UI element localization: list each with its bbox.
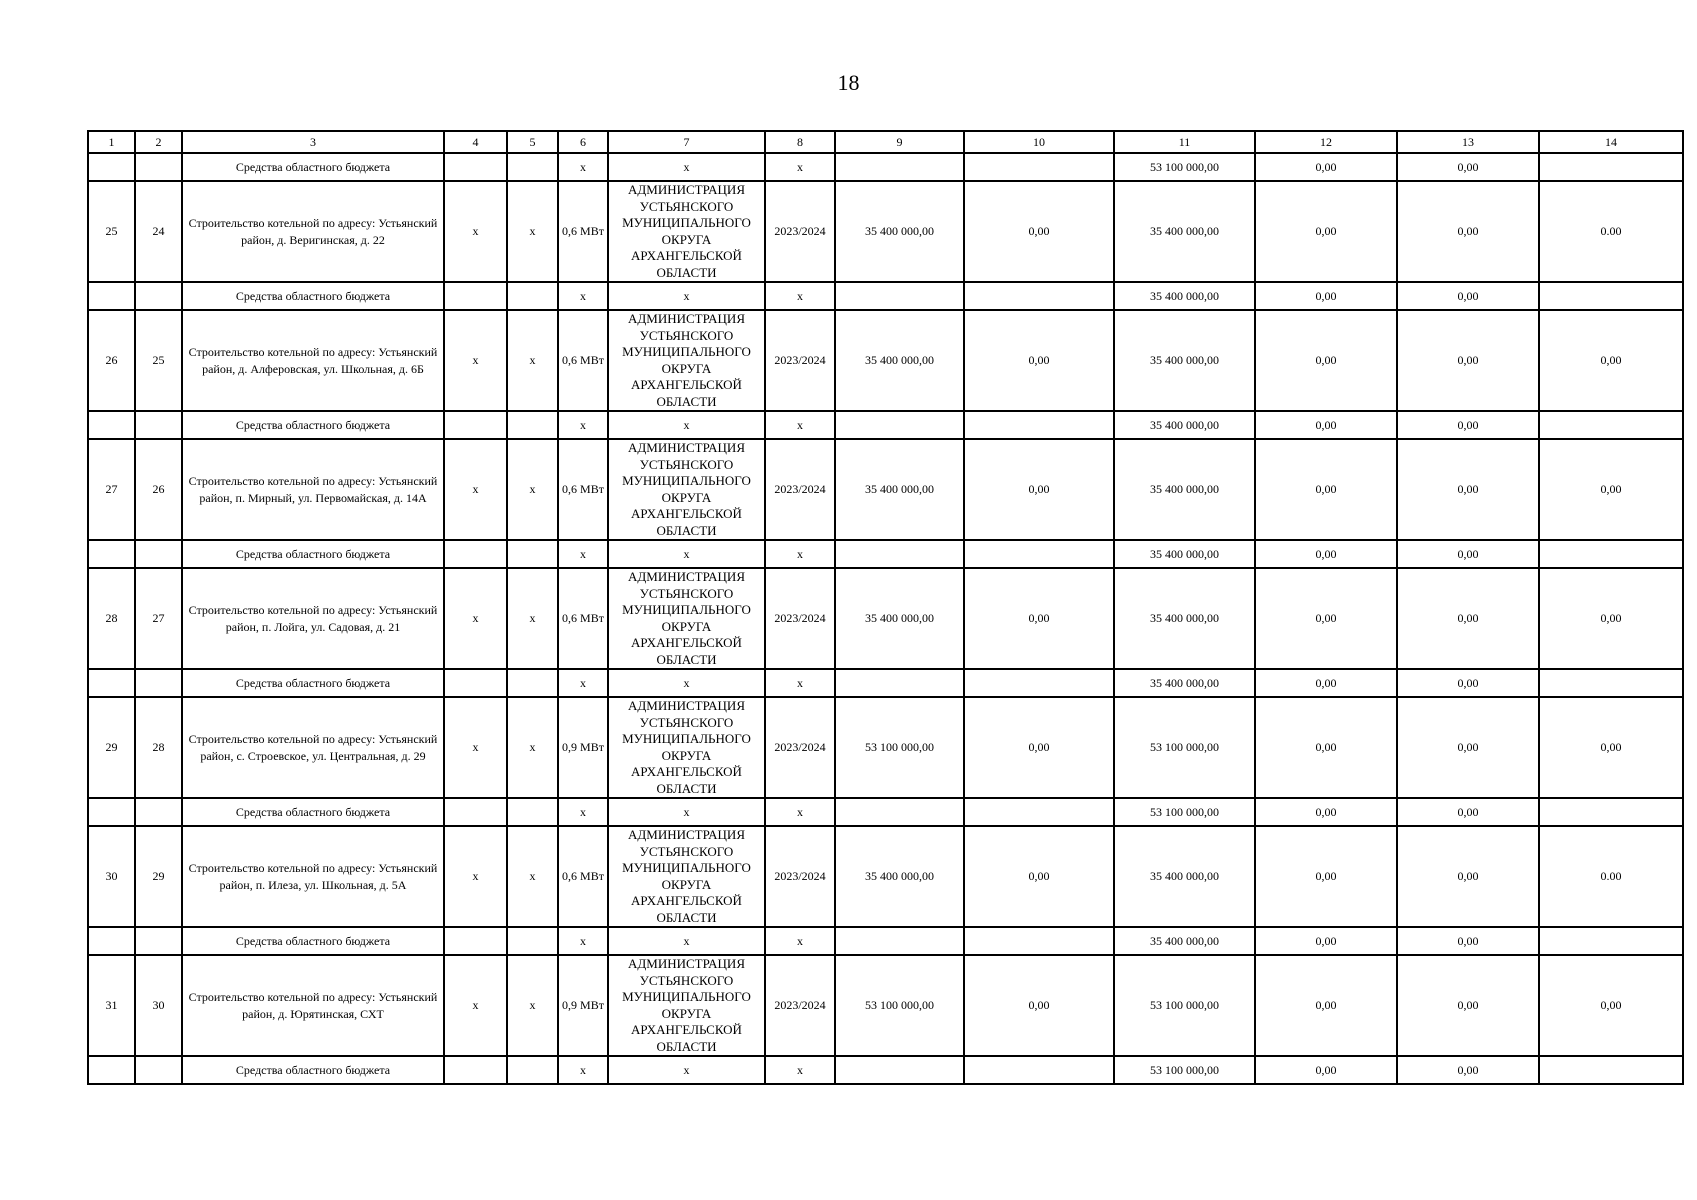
table-cell-col-12: 0,00 <box>1255 826 1397 927</box>
table-cell-col-7: АДМИНИСТРАЦИЯ УСТЬЯНСКОГО МУНИЦИПАЛЬНОГО ОКРУГА АРХАНГЕЛЬСКОЙ ОБЛАСТИ <box>608 568 765 669</box>
table-cell-col-8: х <box>765 798 835 826</box>
table-cell-col-1 <box>88 282 135 310</box>
table-cell-col-14 <box>1539 669 1683 697</box>
table-cell-col-11: 53 100 000,00 <box>1114 1056 1255 1084</box>
column-header-1: 1 <box>88 131 135 153</box>
table-cell-col-14 <box>1539 540 1683 568</box>
table-cell-col-10: 0,00 <box>964 955 1114 1056</box>
table-cell-col-1 <box>88 927 135 955</box>
table-cell-col-1 <box>88 669 135 697</box>
table-cell-col-10 <box>964 798 1114 826</box>
table-cell-col-7: АДМИНИСТРАЦИЯ УСТЬЯНСКОГО МУНИЦИПАЛЬНОГО ОКРУГА АРХАНГЕЛЬСКОЙ ОБЛАСТИ <box>608 955 765 1056</box>
table-cell-col-4: х <box>444 697 507 798</box>
budget-source-row <box>88 411 1683 439</box>
table-cell-col-2: 27 <box>135 568 182 669</box>
table-cell-col-3: Строительство котельной по адресу: Устьянский район, п. Лойга, ул. Садовая, д. 21 <box>182 568 444 669</box>
table-cell-col-6: 0,6 МВт <box>558 181 608 282</box>
table-cell-col-4 <box>444 153 507 181</box>
column-header-12: 12 <box>1255 131 1397 153</box>
table-cell-col-10 <box>964 411 1114 439</box>
table-cell-col-2: 25 <box>135 310 182 411</box>
table-cell-col-12: 0,00 <box>1255 282 1397 310</box>
table-cell-col-5: х <box>507 955 558 1056</box>
table-cell-col-7: х <box>608 798 765 826</box>
column-header-3: 3 <box>182 131 444 153</box>
table-cell-col-12: 0,00 <box>1255 697 1397 798</box>
budget-source-row <box>88 540 1683 568</box>
table-cell-col-14 <box>1539 282 1683 310</box>
table-cell-col-5: х <box>507 181 558 282</box>
table-cell-col-4: х <box>444 826 507 927</box>
column-header-10: 10 <box>964 131 1114 153</box>
table-cell-col-2 <box>135 540 182 568</box>
table-cell-col-6: х <box>558 669 608 697</box>
table-cell-col-1 <box>88 411 135 439</box>
table-cell-col-2: 26 <box>135 439 182 540</box>
table-cell-col-9 <box>835 1056 964 1084</box>
table-cell-col-4 <box>444 669 507 697</box>
table-cell-col-13: 0,00 <box>1397 798 1539 826</box>
table-cell-col-9 <box>835 927 964 955</box>
table-cell-col-11: 35 400 000,00 <box>1114 927 1255 955</box>
table-cell-col-9: 35 400 000,00 <box>835 568 964 669</box>
table-cell-col-4: х <box>444 310 507 411</box>
table-cell-col-1 <box>88 540 135 568</box>
budget-table <box>87 130 1684 1085</box>
table-cell-col-4 <box>444 282 507 310</box>
table-cell-col-6: х <box>558 153 608 181</box>
budget-source-row <box>88 669 1683 697</box>
table-cell-col-12: 0,00 <box>1255 669 1397 697</box>
table-cell-col-2: 24 <box>135 181 182 282</box>
budget-source-row <box>88 282 1683 310</box>
table-cell-col-2 <box>135 798 182 826</box>
table-cell-col-1: 25 <box>88 181 135 282</box>
table-cell-col-14: 0,00 <box>1539 439 1683 540</box>
table-cell-col-14 <box>1539 411 1683 439</box>
table-cell-col-6: х <box>558 927 608 955</box>
table-cell-col-4 <box>444 927 507 955</box>
table-cell-col-8: 2023/2024 <box>765 310 835 411</box>
table-cell-col-6: 0,9 МВт <box>558 697 608 798</box>
table-cell-col-7: х <box>608 1056 765 1084</box>
table-cell-col-2 <box>135 153 182 181</box>
table-cell-col-12: 0,00 <box>1255 439 1397 540</box>
table-cell-col-5 <box>507 1056 558 1084</box>
table-cell-col-4 <box>444 411 507 439</box>
table-cell-col-8: х <box>765 927 835 955</box>
table-cell-col-1 <box>88 1056 135 1084</box>
table-cell-col-12: 0,00 <box>1255 310 1397 411</box>
table-cell-col-3: Строительство котельной по адресу: Устьянский район, с. Строевское, ул. Центральная, д. 29 <box>182 697 444 798</box>
table-cell-col-11: 35 400 000,00 <box>1114 669 1255 697</box>
table-cell-col-4: х <box>444 181 507 282</box>
table-cell-col-3: Средства областного бюджета <box>182 669 444 697</box>
table-cell-col-8: 2023/2024 <box>765 697 835 798</box>
table-cell-col-7: АДМИНИСТРАЦИЯ УСТЬЯНСКОГО МУНИЦИПАЛЬНОГО ОКРУГА АРХАНГЕЛЬСКОЙ ОБЛАСТИ <box>608 826 765 927</box>
table-cell-col-6: х <box>558 411 608 439</box>
table-cell-col-13: 0,00 <box>1397 927 1539 955</box>
table-cell-col-13: 0,00 <box>1397 669 1539 697</box>
table-cell-col-8: х <box>765 153 835 181</box>
table-cell-col-10: 0,00 <box>964 826 1114 927</box>
table-cell-col-12: 0,00 <box>1255 411 1397 439</box>
column-header-4: 4 <box>444 131 507 153</box>
table-cell-col-8: х <box>765 669 835 697</box>
table-cell-col-12: 0,00 <box>1255 798 1397 826</box>
table-cell-col-11: 35 400 000,00 <box>1114 411 1255 439</box>
table-cell-col-7: АДМИНИСТРАЦИЯ УСТЬЯНСКОГО МУНИЦИПАЛЬНОГО ОКРУГА АРХАНГЕЛЬСКОЙ ОБЛАСТИ <box>608 697 765 798</box>
table-cell-col-13: 0,00 <box>1397 1056 1539 1084</box>
table-cell-col-3: Средства областного бюджета <box>182 540 444 568</box>
table-cell-col-10 <box>964 669 1114 697</box>
table-cell-col-11: 35 400 000,00 <box>1114 310 1255 411</box>
table-cell-col-4: х <box>444 568 507 669</box>
table-cell-col-4: х <box>444 439 507 540</box>
table-cell-col-6: х <box>558 798 608 826</box>
column-header-2: 2 <box>135 131 182 153</box>
table-cell-col-3: Средства областного бюджета <box>182 411 444 439</box>
table-cell-col-9 <box>835 798 964 826</box>
table-cell-col-5 <box>507 798 558 826</box>
table-cell-col-11: 35 400 000,00 <box>1114 282 1255 310</box>
column-header-14: 14 <box>1539 131 1683 153</box>
table-cell-col-13: 0,00 <box>1397 826 1539 927</box>
table-cell-col-4 <box>444 798 507 826</box>
table-cell-col-5 <box>507 282 558 310</box>
table-cell-col-5: х <box>507 697 558 798</box>
table-cell-col-3: Средства областного бюджета <box>182 1056 444 1084</box>
table-cell-col-14: 0,00 <box>1539 310 1683 411</box>
table-cell-col-4 <box>444 1056 507 1084</box>
table-cell-col-7: х <box>608 927 765 955</box>
table-cell-col-11: 53 100 000,00 <box>1114 153 1255 181</box>
table-cell-col-2: 28 <box>135 697 182 798</box>
table-cell-col-5 <box>507 669 558 697</box>
table-cell-col-5: х <box>507 310 558 411</box>
table-cell-col-5 <box>507 927 558 955</box>
table-cell-col-3: Строительство котельной по адресу: Устьянский район, д. Веригинская, д. 22 <box>182 181 444 282</box>
table-cell-col-10: 0,00 <box>964 310 1114 411</box>
table-cell-col-13: 0,00 <box>1397 568 1539 669</box>
column-header-6: 6 <box>558 131 608 153</box>
table-cell-col-5 <box>507 153 558 181</box>
table-cell-col-4: х <box>444 955 507 1056</box>
table-cell-col-3: Средства областного бюджета <box>182 282 444 310</box>
table-cell-col-12: 0,00 <box>1255 1056 1397 1084</box>
table-cell-col-2 <box>135 669 182 697</box>
table-cell-col-5: х <box>507 439 558 540</box>
table-cell-col-12: 0,00 <box>1255 540 1397 568</box>
table-cell-col-2 <box>135 1056 182 1084</box>
table-cell-col-14: 0,00 <box>1539 568 1683 669</box>
table-cell-col-3: Строительство котельной по адресу: Устьянский район, д. Алферовская, ул. Школьная, д. 6Б <box>182 310 444 411</box>
object-row <box>88 568 1683 669</box>
table-cell-col-12: 0,00 <box>1255 927 1397 955</box>
table-cell-col-3: Средства областного бюджета <box>182 153 444 181</box>
table-cell-col-9: 35 400 000,00 <box>835 181 964 282</box>
table-cell-col-6: 0,6 МВт <box>558 439 608 540</box>
page-number: 18 <box>837 70 860 95</box>
table-cell-col-10: 0,00 <box>964 568 1114 669</box>
table-cell-col-8: 2023/2024 <box>765 826 835 927</box>
object-row <box>88 955 1683 1056</box>
table-cell-col-9 <box>835 282 964 310</box>
table-cell-col-10: 0,00 <box>964 181 1114 282</box>
budget-source-row <box>88 927 1683 955</box>
table-cell-col-14 <box>1539 927 1683 955</box>
table-cell-col-10 <box>964 282 1114 310</box>
budget-source-row <box>88 1056 1683 1084</box>
table-cell-col-11: 53 100 000,00 <box>1114 697 1255 798</box>
table-cell-col-3: Средства областного бюджета <box>182 798 444 826</box>
table-cell-col-5: х <box>507 568 558 669</box>
table-cell-col-6: х <box>558 282 608 310</box>
column-header-5: 5 <box>507 131 558 153</box>
table-cell-col-2 <box>135 411 182 439</box>
table-cell-col-2 <box>135 927 182 955</box>
table-cell-col-3: Строительство котельной по адресу: Устьянский район, п. Мирный, ул. Первомайская, д. 14А <box>182 439 444 540</box>
table-cell-col-8: 2023/2024 <box>765 955 835 1056</box>
table-cell-col-13: 0,00 <box>1397 697 1539 798</box>
table-cell-col-11: 35 400 000,00 <box>1114 568 1255 669</box>
object-row <box>88 439 1683 540</box>
table-cell-col-11: 35 400 000,00 <box>1114 439 1255 540</box>
table-cell-col-7: х <box>608 153 765 181</box>
table-cell-col-13: 0,00 <box>1397 540 1539 568</box>
table-cell-col-7: АДМИНИСТРАЦИЯ УСТЬЯНСКОГО МУНИЦИПАЛЬНОГО ОКРУГА АРХАНГЕЛЬСКОЙ ОБЛАСТИ <box>608 310 765 411</box>
object-row <box>88 181 1683 282</box>
table-cell-col-6: 0,9 МВт <box>558 955 608 1056</box>
table-cell-col-7: х <box>608 540 765 568</box>
table-cell-col-14: 0,00 <box>1539 955 1683 1056</box>
table-cell-col-11: 53 100 000,00 <box>1114 798 1255 826</box>
table-cell-col-7: х <box>608 411 765 439</box>
table-cell-col-2: 30 <box>135 955 182 1056</box>
object-row <box>88 310 1683 411</box>
table-cell-col-7: АДМИНИСТРАЦИЯ УСТЬЯНСКОГО МУНИЦИПАЛЬНОГО ОКРУГА АРХАНГЕЛЬСКОЙ ОБЛАСТИ <box>608 439 765 540</box>
table-cell-col-10 <box>964 540 1114 568</box>
table-cell-col-1: 27 <box>88 439 135 540</box>
table-cell-col-9 <box>835 153 964 181</box>
column-header-8: 8 <box>765 131 835 153</box>
table-cell-col-13: 0,00 <box>1397 181 1539 282</box>
table-cell-col-2: 29 <box>135 826 182 927</box>
table-cell-col-13: 0,00 <box>1397 282 1539 310</box>
table-cell-col-1: 28 <box>88 568 135 669</box>
table-cell-col-9: 35 400 000,00 <box>835 310 964 411</box>
table-cell-col-6: х <box>558 1056 608 1084</box>
table-cell-col-13: 0,00 <box>1397 411 1539 439</box>
table-cell-col-9: 53 100 000,00 <box>835 955 964 1056</box>
table-cell-col-6: 0,6 МВт <box>558 826 608 927</box>
table-cell-col-13: 0,00 <box>1397 955 1539 1056</box>
table-cell-col-4 <box>444 540 507 568</box>
table-cell-col-1: 30 <box>88 826 135 927</box>
table-cell-col-9: 35 400 000,00 <box>835 439 964 540</box>
column-header-9: 9 <box>835 131 964 153</box>
table-cell-col-11: 53 100 000,00 <box>1114 955 1255 1056</box>
table-cell-col-11: 35 400 000,00 <box>1114 181 1255 282</box>
table-cell-col-13: 0,00 <box>1397 310 1539 411</box>
table-cell-col-7: х <box>608 282 765 310</box>
table-cell-col-9: 35 400 000,00 <box>835 826 964 927</box>
table-cell-col-14 <box>1539 153 1683 181</box>
table-cell-col-13: 0,00 <box>1397 439 1539 540</box>
table-cell-col-6: 0,6 МВт <box>558 310 608 411</box>
table-cell-col-2 <box>135 282 182 310</box>
table-cell-col-10: 0,00 <box>964 439 1114 540</box>
table-cell-col-8: 2023/2024 <box>765 181 835 282</box>
table-cell-col-1: 31 <box>88 955 135 1056</box>
table-cell-col-7: х <box>608 669 765 697</box>
table-cell-col-8: х <box>765 282 835 310</box>
column-header-11: 11 <box>1114 131 1255 153</box>
table-cell-col-8: х <box>765 411 835 439</box>
column-header-row <box>88 131 1683 153</box>
table-cell-col-10 <box>964 1056 1114 1084</box>
table-cell-col-3: Строительство котельной по адресу: Устьянский район, п. Илеза, ул. Школьная, д. 5А <box>182 826 444 927</box>
table-cell-col-12: 0,00 <box>1255 181 1397 282</box>
budget-source-row <box>88 153 1683 181</box>
table-cell-col-8: 2023/2024 <box>765 568 835 669</box>
table-cell-col-5 <box>507 411 558 439</box>
table-cell-col-9: 53 100 000,00 <box>835 697 964 798</box>
object-row <box>88 826 1683 927</box>
table-cell-col-3: Средства областного бюджета <box>182 927 444 955</box>
table-cell-col-7: АДМИНИСТРАЦИЯ УСТЬЯНСКОГО МУНИЦИПАЛЬНОГО ОКРУГА АРХАНГЕЛЬСКОЙ ОБЛАСТИ <box>608 181 765 282</box>
table-cell-col-5: х <box>507 826 558 927</box>
budget-source-row <box>88 798 1683 826</box>
table-cell-col-1: 26 <box>88 310 135 411</box>
table-cell-col-12: 0,00 <box>1255 568 1397 669</box>
object-row <box>88 697 1683 798</box>
table-cell-col-6: 0,6 МВт <box>558 568 608 669</box>
table-cell-col-8: х <box>765 540 835 568</box>
table-cell-col-10 <box>964 153 1114 181</box>
table-cell-col-6: х <box>558 540 608 568</box>
table-cell-col-1 <box>88 798 135 826</box>
table-cell-col-14 <box>1539 798 1683 826</box>
table-cell-col-14: 0.00 <box>1539 181 1683 282</box>
table-cell-col-11: 35 400 000,00 <box>1114 826 1255 927</box>
table-cell-col-14 <box>1539 1056 1683 1084</box>
table-cell-col-10 <box>964 927 1114 955</box>
table-cell-col-1 <box>88 153 135 181</box>
column-header-7: 7 <box>608 131 765 153</box>
column-header-13: 13 <box>1397 131 1539 153</box>
table-cell-col-9 <box>835 669 964 697</box>
table-cell-col-9 <box>835 540 964 568</box>
table-cell-col-14: 0,00 <box>1539 697 1683 798</box>
table-cell-col-14: 0.00 <box>1539 826 1683 927</box>
table-body <box>88 131 1683 1084</box>
table-cell-col-12: 0,00 <box>1255 153 1397 181</box>
table-cell-col-8: х <box>765 1056 835 1084</box>
table-cell-col-12: 0,00 <box>1255 955 1397 1056</box>
table-cell-col-10: 0,00 <box>964 697 1114 798</box>
table-cell-col-3: Строительство котельной по адресу: Устьянский район, д. Юрятинская, СХТ <box>182 955 444 1056</box>
table-cell-col-8: 2023/2024 <box>765 439 835 540</box>
table-cell-col-13: 0,00 <box>1397 153 1539 181</box>
table-cell-col-9 <box>835 411 964 439</box>
table-cell-col-11: 35 400 000,00 <box>1114 540 1255 568</box>
table-cell-col-1: 29 <box>88 697 135 798</box>
table-cell-col-5 <box>507 540 558 568</box>
